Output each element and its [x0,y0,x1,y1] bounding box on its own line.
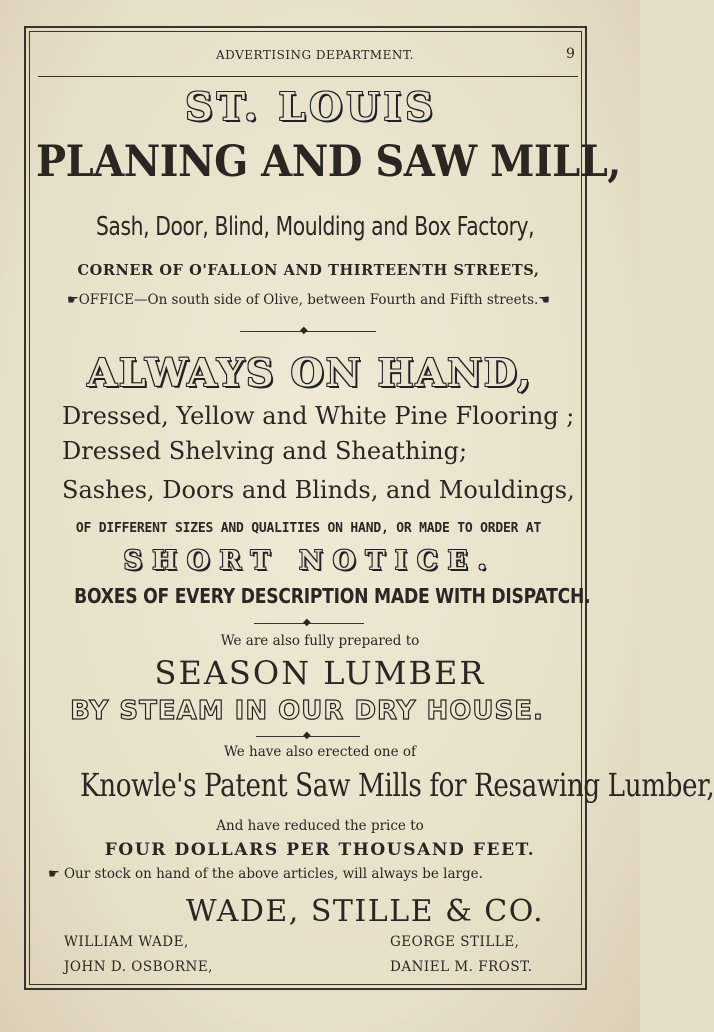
title-st-louis: ST. LOUIS [185,84,437,129]
stock-note-text: Our stock on hand of the above articles, will always be large. [63,866,483,882]
header-rule [38,76,578,77]
page: ADVERTISING DEPARTMENT. 9 ST. LOUIS PLANING AND SAW MILL, Sash, Door, Blind, Moulding and Box Factory, CORNER OF O'FALLON AND THIRTEENTH STREETS, ☛OFFICE—On south side of Olive, between Fourth and Fifth streets.☚ ◆ ALWAYS ON HAND, Dressed, Yellow and White Pine Flooring ; Dressed Shelving and Sheathing; Sashes, Doors and Blinds, and Mouldings, OF DIFFERENT SIZES AND QUALITIES ON HAND, OR MADE TO ORDER AT SHORT NOTICE. BOXES OF EVERY DESCRIPTION MADE WITH DISPATCH. ◆ We are also fully prepared to SEASON LUMBER BY STEAM IN OUR DRY HOUSE. ◆ We have also erected one of Knowle's Patent Saw Mills for Resawing Lumber, And have reduced the price to FOUR DOLLARS PER THOUSAND FEET. ☛ Our stock on hand of the above articles, will always be large. WADE, STILLE & CO. WILLIAM WADE, GEORGE STILLE, JOHN D. OSBORNE, DANIEL M. FROST. [0,0,640,1032]
company-name: WADE, STILLE & CO. [185,894,545,929]
stock-item-flooring: Dressed, Yellow and White Pine Flooring ; [62,402,575,430]
partner-william-wade: WILLIAM WADE, [64,934,189,950]
erected-line: We have also erected one of [224,744,416,760]
stock-note [48,866,483,882]
partner-john-osborne: JOHN D. OSBORNE, [64,959,213,975]
season-lumber: SEASON LUMBER [154,654,486,692]
boxes-line: BOXES OF EVERY DESCRIPTION MADE WITH DISPATCH. [74,584,591,608]
office-text: OFFICE—On south side of Olive, between Fourth and Fifth streets. [78,292,539,308]
address-corner: CORNER OF O'FALLON AND THIRTEENTH STREETS, [77,262,540,279]
reduced-line: And have reduced the price to [216,818,424,834]
short-notice: SHORT NOTICE. [123,546,497,576]
running-header: ADVERTISING DEPARTMENT. [216,48,414,62]
sizes-line: OF DIFFERENT SIZES AND QUALITIES ON HAND, OR MADE TO ORDER AT [75,521,542,536]
page-number: 9 [566,46,575,62]
partner-daniel-frost: DANIEL M. FROST. [390,959,533,975]
partner-george-stille: GEORGE STILLE, [390,934,520,950]
price-line: FOUR DOLLARS PER THOUSAND FEET. [104,840,536,860]
pointing-hand-left-icon: ☚ [538,293,550,308]
pointing-hand-icon: ☛ [48,867,60,882]
stock-item-sashes: Sashes, Doors and Blinds, and Mouldings, [62,476,575,504]
office-line [36,292,581,308]
prepared-line: We are also fully prepared to [220,633,420,649]
knowle-saw-mills: Knowle's Patent Saw Mills for Resawing Lumber, [80,766,714,804]
always-on-hand-heading: ALWAYS ON HAND, [87,350,533,395]
stock-item-shelving: Dressed Shelving and Sheathing; [62,437,468,465]
subtitle-factory: Sash, Door, Blind, Moulding and Box Factory, [95,212,535,242]
pointing-hand-right-icon: ☛ [67,293,79,308]
title-planing-mill: PLANING AND SAW MILL, [36,136,621,187]
steam-dry-house: BY STEAM IN OUR DRY HOUSE. [70,696,544,726]
